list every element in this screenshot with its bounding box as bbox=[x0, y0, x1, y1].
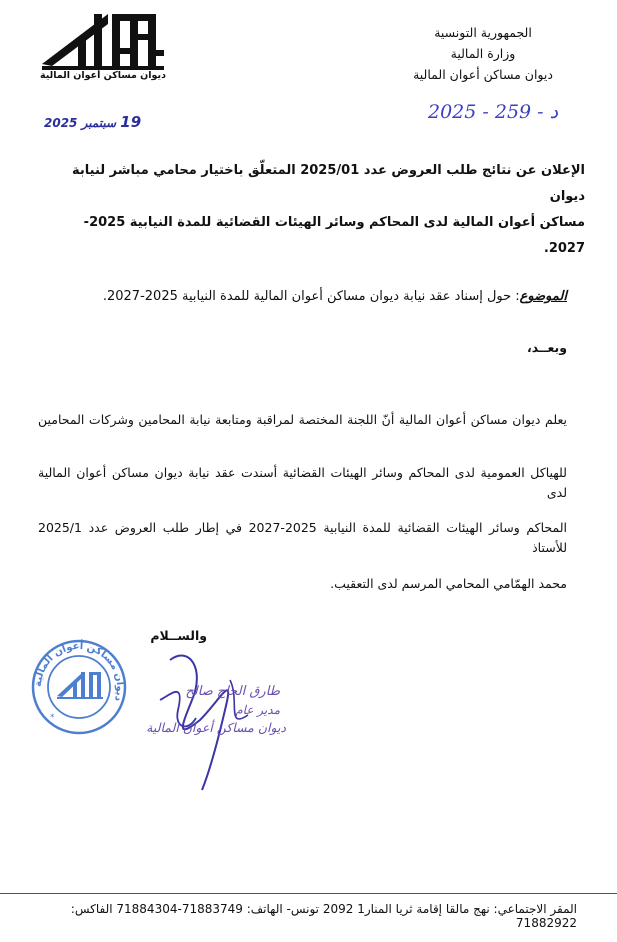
date-month: سبتمبر bbox=[81, 116, 117, 130]
svg-text:ديوان مساكن أعوان المالية bbox=[33, 639, 125, 703]
date-day: 19 bbox=[120, 113, 142, 131]
country-name: الجمهورية التونسية bbox=[434, 25, 532, 40]
subject-label: الموضوع bbox=[519, 289, 567, 304]
handwritten-reference: 2025 - 259 - د bbox=[428, 101, 559, 123]
official-seal-icon bbox=[30, 638, 128, 736]
office-name: ديوان مساكن أعوان المالية bbox=[413, 67, 553, 82]
signature-org: ديوان مساكن أعوان المالية bbox=[146, 720, 286, 735]
date-year: 2025 bbox=[44, 116, 78, 130]
seal-ring-text: ديوان مساكن أعوان المالية bbox=[32, 640, 126, 703]
office-logo-icon bbox=[38, 8, 168, 94]
title-line-1: الإعلان عن نتائج طلب العروض عدد 2025/01 المتعلّق باختيار محامي مباشر لنيابة ديوان bbox=[72, 163, 585, 204]
body-line-2: للهياكل العمومية لدى المحاكم وسائر الهيئات القضائية أسندت عقد نيابة ديوان مساكن أعوان المالية لدى bbox=[38, 465, 567, 500]
greeting: وبعــد، bbox=[526, 340, 567, 355]
date-stamp bbox=[44, 113, 141, 131]
logo-caption: ديوان مساكن أعوان المالية bbox=[40, 70, 166, 81]
subject-line bbox=[40, 286, 567, 308]
signature-role: مدير عام bbox=[235, 703, 280, 717]
letterhead-right bbox=[383, 22, 583, 85]
title-line-2: مساكن أعوان المالية لدى المحاكم وسائر الهيئات القضائية للمدة النيابية 2025-2027. bbox=[83, 215, 585, 256]
footer-address: المقر الاجتماعي: نهج مالقا إقامة ثريا المنار1 2092 تونس- الهاتف: 71883749-71884304 الفاكس: 71882922 bbox=[70, 902, 577, 930]
body-line-4: محمد الهمّامي المحامي المرسم لدى التعقيب. bbox=[330, 576, 567, 591]
subject-text: : حول إسناد عقد نيابة ديوان مساكن أعوان المالية للمدة النيابية 2025-2027. bbox=[102, 289, 520, 304]
footer-divider bbox=[0, 893, 617, 894]
announcement-title bbox=[52, 158, 585, 262]
svg-text:*: * bbox=[50, 713, 55, 723]
ministry-name: وزارة المالية bbox=[450, 46, 516, 61]
signature-name: طارق الحاج صالح bbox=[185, 684, 280, 699]
closing-salutation: والســلام bbox=[150, 628, 207, 643]
body-line-1: يعلم ديوان مساكن أعوان المالية أنّ اللجنة المختصة لمراقبة ومتابعة نيابة المحامين وشركات المحامين bbox=[38, 412, 567, 427]
body-line-3: المحاكم وسائر الهيئات القضائية للمدة النيابية 2025-2027 في إطار طلب العروض عدد 2025/1 للأستاذ bbox=[38, 520, 567, 555]
